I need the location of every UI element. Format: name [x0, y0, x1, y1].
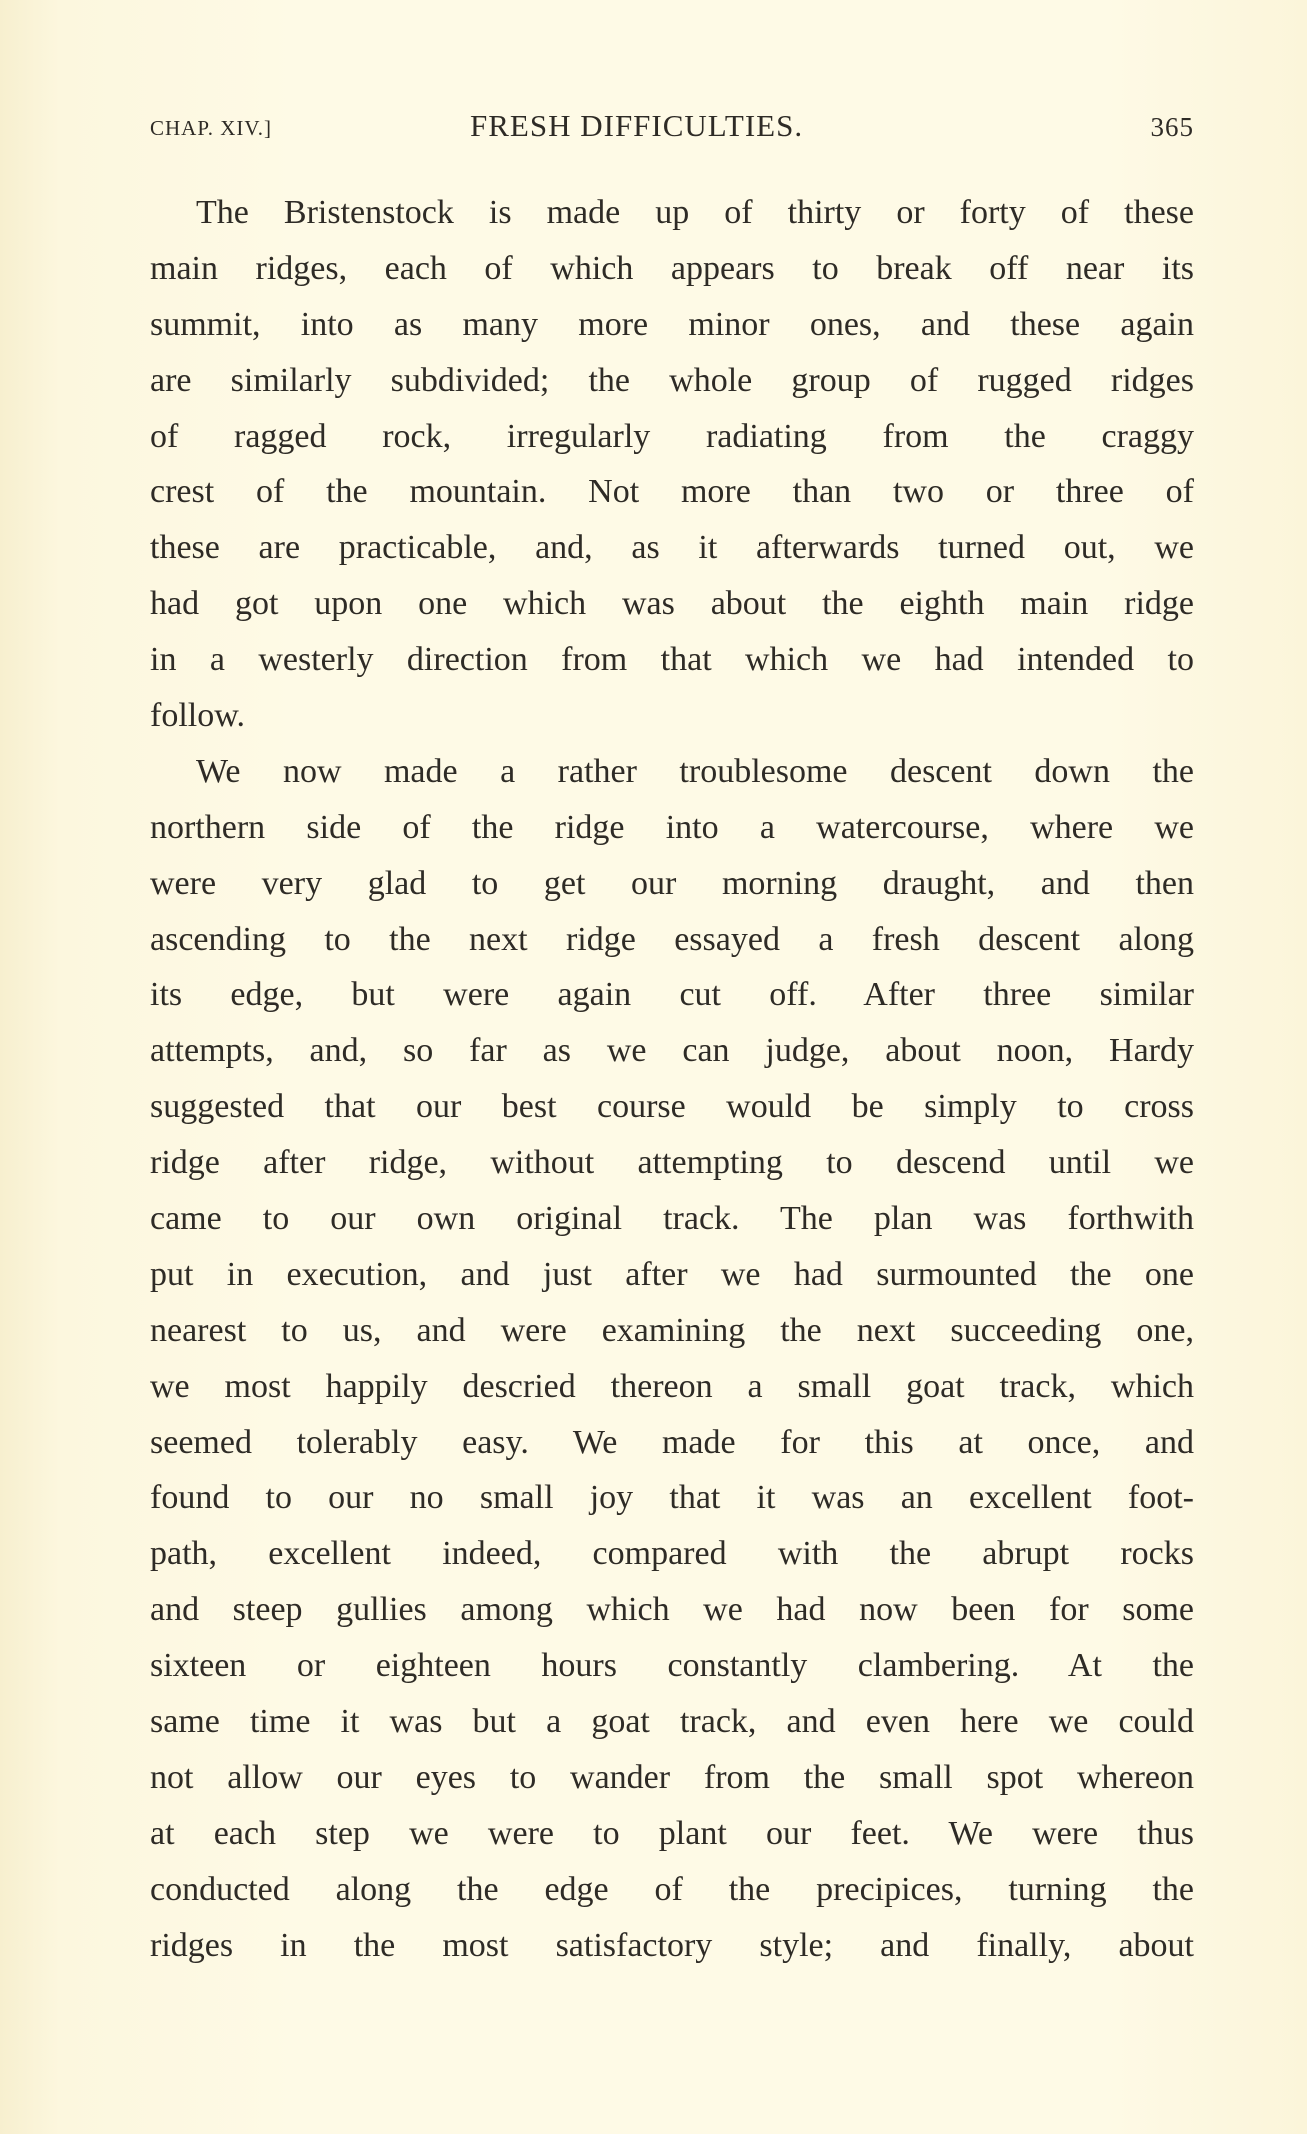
text-line: [150, 1470, 1194, 1526]
text-line-content: came to our own original track. The plan was forthwith: [150, 1200, 1194, 1238]
text-line: [150, 1135, 1194, 1191]
text-line: [150, 1750, 1194, 1806]
text-line: [150, 576, 1194, 632]
text-line: [150, 1526, 1194, 1582]
text-line: [150, 856, 1194, 912]
text-line-content: not allow our eyes to wander from the small spot whereon: [150, 1758, 1194, 1796]
text-line-content: at each step we were to plant our feet. We were thus: [150, 1814, 1194, 1852]
text-line-content: ridges in the most satisfactory style; and finally, about: [150, 1926, 1194, 1964]
text-line: [150, 1247, 1194, 1303]
text-line-content: summit, into as many more minor ones, and these again: [150, 305, 1194, 343]
text-line: [150, 744, 1194, 800]
text-line: [150, 1303, 1194, 1359]
text-line: [150, 1638, 1194, 1694]
text-line: [150, 297, 1194, 353]
page-title: FRESH DIFFICULTIES.: [470, 108, 804, 143]
text-line-content: same time it was but a goat track, and even here we could: [150, 1703, 1194, 1741]
text-line-content: follow.: [150, 697, 246, 735]
chapter-label: CHAP. XIV.]: [150, 116, 273, 140]
page-number: 365: [1150, 112, 1194, 142]
text-line-content: conducted along the edge of the precipices, turning the: [150, 1870, 1194, 1908]
text-line-content: sixteen or eighteen hours constantly clambering. At the: [150, 1647, 1194, 1685]
text-line: [150, 353, 1194, 409]
text-line: [150, 1862, 1194, 1918]
text-line-content: and steep gullies among which we had now been for some: [150, 1591, 1194, 1629]
text-line-content: ascending to the next ridge essayed a fresh descent along: [150, 920, 1194, 958]
text-line: [150, 688, 1194, 744]
text-line: [150, 1806, 1194, 1862]
text-line: [150, 409, 1194, 465]
text-line-content: The Bristenstock is made up of thirty or forty of these: [196, 194, 1194, 231]
text-line-content: found to our no small joy that it was an excellent foot-: [150, 1479, 1194, 1517]
body-text: [150, 185, 1194, 1974]
text-line-content: in a westerly direction from that which we had intended to: [150, 641, 1194, 679]
text-line-content: its edge, but were again cut off. After three similar: [150, 976, 1194, 1014]
text-line-content: we most happily descried thereon a small goat track, which: [150, 1367, 1194, 1405]
text-line-content: northern side of the ridge into a watercourse, where we: [150, 808, 1194, 846]
text-line: [150, 1694, 1194, 1750]
text-line-content: main ridges, each of which appears to break off near its: [150, 249, 1194, 287]
text-line-content: had got upon one which was about the eighth main ridge: [150, 585, 1194, 623]
text-line: [150, 632, 1194, 688]
text-line: [150, 1191, 1194, 1247]
text-line-content: crest of the mountain. Not more than two or three of: [150, 473, 1194, 511]
text-line: [150, 241, 1194, 297]
text-line: [150, 967, 1194, 1023]
text-line: [150, 912, 1194, 968]
text-line-content: seemed tolerably easy. We made for this at once, and: [150, 1423, 1194, 1461]
text-line-content: these are practicable, and, as it afterwards turned out, we: [150, 529, 1194, 567]
text-line: [150, 1582, 1194, 1638]
text-line-content: are similarly subdivided; the whole group of rugged ridges: [150, 361, 1194, 399]
text-line: [150, 520, 1194, 576]
text-line-content: ridge after ridge, without attempting to descend until we: [150, 1144, 1194, 1182]
running-header: [150, 108, 1194, 148]
text-line: [150, 185, 1194, 241]
text-line-content: path, excellent indeed, compared with the abrupt rocks: [150, 1535, 1194, 1573]
text-line: [150, 800, 1194, 856]
text-line: [150, 1359, 1194, 1415]
text-line: [150, 1023, 1194, 1079]
text-line: [150, 1415, 1194, 1471]
text-line-content: of ragged rock, irregularly radiating from the craggy: [150, 417, 1194, 455]
text-line: [150, 1918, 1194, 1974]
text-line-content: attempts, and, so far as we can judge, about noon, Hardy: [150, 1032, 1194, 1070]
text-line: [150, 1079, 1194, 1135]
text-line-content: put in execution, and just after we had surmounted the one: [150, 1255, 1194, 1293]
text-line-content: were very glad to get our morning draught, and then: [150, 864, 1194, 902]
text-line-content: We now made a rather troublesome descent down the: [196, 752, 1194, 790]
text-line: [150, 464, 1194, 520]
text-line-content: suggested that our best course would be simply to cross: [150, 1088, 1194, 1126]
text-line-content: nearest to us, and were examining the next succeeding one,: [150, 1311, 1194, 1349]
